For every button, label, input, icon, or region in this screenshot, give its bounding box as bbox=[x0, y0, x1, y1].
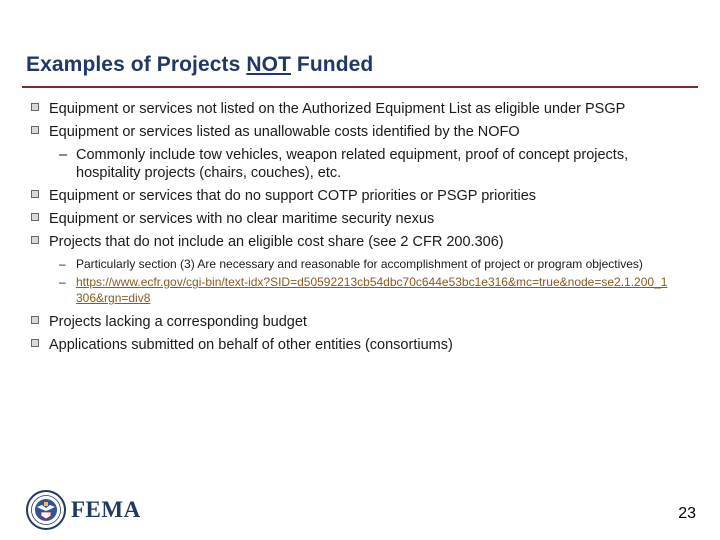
bullet-item bbox=[0, 100, 720, 118]
sub-bullet-text: Particularly section (3) Are necessary and reasonable for accomplishment of project or program objectives) bbox=[76, 257, 643, 271]
bullet-item bbox=[0, 336, 720, 354]
title-prefix: Examples of Projects bbox=[26, 53, 247, 76]
bullet-text: Equipment or services that do no support COTP priorities or PSGP priorities bbox=[49, 188, 537, 204]
title-emphasis: NOT bbox=[246, 53, 291, 76]
title-divider bbox=[22, 86, 698, 88]
bullet-text: Equipment or services not listed on the Authorized Equipment List as eligible under PSGP bbox=[49, 101, 626, 117]
bullet-square-icon bbox=[31, 126, 39, 134]
bullet-item bbox=[0, 210, 720, 228]
bullet-square-icon bbox=[31, 339, 39, 347]
bullet-text: Projects lacking a corresponding budget bbox=[49, 314, 307, 330]
ecfr-link[interactable]: https://www.ecfr.gov/cgi-bin/text-idx?SID=d50592213cb54dbc70c644e53bc1e316&mc=true&node=se2.1.200_1306&rgn=div8 bbox=[76, 275, 668, 305]
dash-bullet-icon: – bbox=[59, 257, 66, 271]
bullet-text: Equipment or services listed as unallowable costs identified by the NOFO bbox=[49, 124, 520, 140]
bullet-item bbox=[0, 123, 720, 141]
sub-bullet-item bbox=[0, 274, 720, 306]
dash-bullet-icon: – bbox=[59, 147, 68, 163]
bullet-list bbox=[0, 100, 720, 359]
bullet-item bbox=[0, 187, 720, 205]
bullet-square-icon bbox=[31, 190, 39, 198]
fema-logo bbox=[26, 490, 141, 530]
bullet-item bbox=[0, 313, 720, 331]
bullet-item bbox=[0, 233, 720, 251]
sub-bullet-item bbox=[0, 256, 720, 272]
page-number: 23 bbox=[678, 505, 696, 522]
bullet-text: Projects that do not include an eligible cost share (see 2 CFR 200.306) bbox=[49, 234, 504, 250]
slide-title bbox=[26, 53, 373, 77]
bullet-square-icon bbox=[31, 103, 39, 111]
bullet-square-icon bbox=[31, 213, 39, 221]
title-suffix: Funded bbox=[291, 53, 374, 76]
bullet-text: Equipment or services with no clear maritime security nexus bbox=[49, 211, 435, 227]
bullet-square-icon bbox=[31, 316, 39, 324]
fema-wordmark: FEMA bbox=[71, 497, 141, 522]
bullet-square-icon bbox=[31, 236, 39, 244]
sub-bullet-text: Commonly include tow vehicles, weapon related equipment, proof of concept projects, hospitality projects (chairs, couches), etc. bbox=[76, 147, 629, 181]
dhs-seal-icon bbox=[26, 490, 66, 530]
sub-bullet-item bbox=[0, 146, 720, 182]
bullet-text: Applications submitted on behalf of other entities (consortiums) bbox=[49, 337, 453, 353]
dash-bullet-icon: – bbox=[59, 275, 66, 289]
